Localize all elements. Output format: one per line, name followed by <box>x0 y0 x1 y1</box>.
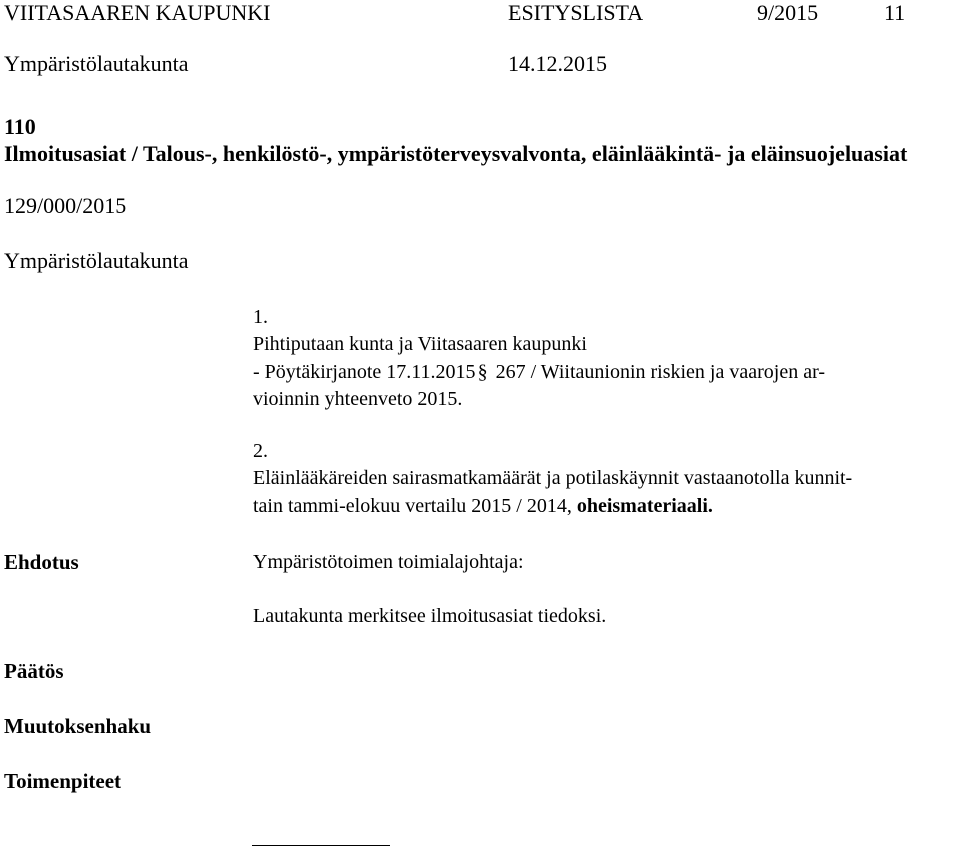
actions-label: Toimenpiteet <box>4 769 122 793</box>
notice-1-text: - Pöytäkirjanote 17.11.2015 <box>253 361 476 383</box>
decision-label: Päätös <box>4 659 64 683</box>
proposal-text: Lautakunta merkitsee ilmoitusasiat tiedoksi. <box>253 605 607 627</box>
notice-1-line: Pihtiputaan kunta ja Viitasaaren kaupunki <box>253 333 587 355</box>
header-page-number: 11 <box>884 0 906 25</box>
notice-1-number: 1. <box>253 306 268 328</box>
notice-1-line: vioinnin yhteenveto 2015. <box>253 388 463 410</box>
signature-line <box>252 845 390 846</box>
notice-1-text: 267 / Wiitaunionin riskien ja vaarojen ar- <box>495 361 826 383</box>
appeal-label: Muutoksenhaku <box>4 714 152 738</box>
notice-2-line: Eläinlääkäreiden sairasmatkamäärät ja potilaskäynnit vastaanotolla kunnit- <box>253 467 853 489</box>
header-doc-type: ESITYSLISTA <box>508 0 644 25</box>
section-sign: § <box>477 361 488 383</box>
proposer: Ympäristötoimen toimialajohtaja: <box>253 551 524 573</box>
notice-2-line <box>253 496 713 516</box>
notice-2-text: tain tammi-elokuu vertailu 2015 / 2014, <box>253 495 577 517</box>
item-number: 110 <box>4 114 36 139</box>
header-org: VIITASAAREN KAUPUNKI <box>4 0 271 25</box>
header-issue: 9/2015 <box>757 0 819 25</box>
header-date: 14.12.2015 <box>508 51 607 76</box>
proposal-label: Ehdotus <box>4 550 79 574</box>
attachment-reference: oheismateriaali. <box>576 495 713 517</box>
item-title: Ilmoitusasiat / Talous-, henkilöstö-, ympäristöterveysvalvonta, eläinlääkintä- ja eläinsuojeluasiat <box>4 141 908 166</box>
header-body: Ympäristölautakunta <box>4 51 189 76</box>
item-dnro: 129/000/2015 <box>4 193 127 218</box>
notice-1-line <box>253 362 825 382</box>
notice-2-number: 2. <box>253 440 268 462</box>
item-committee: Ympäristölautakunta <box>4 248 189 273</box>
